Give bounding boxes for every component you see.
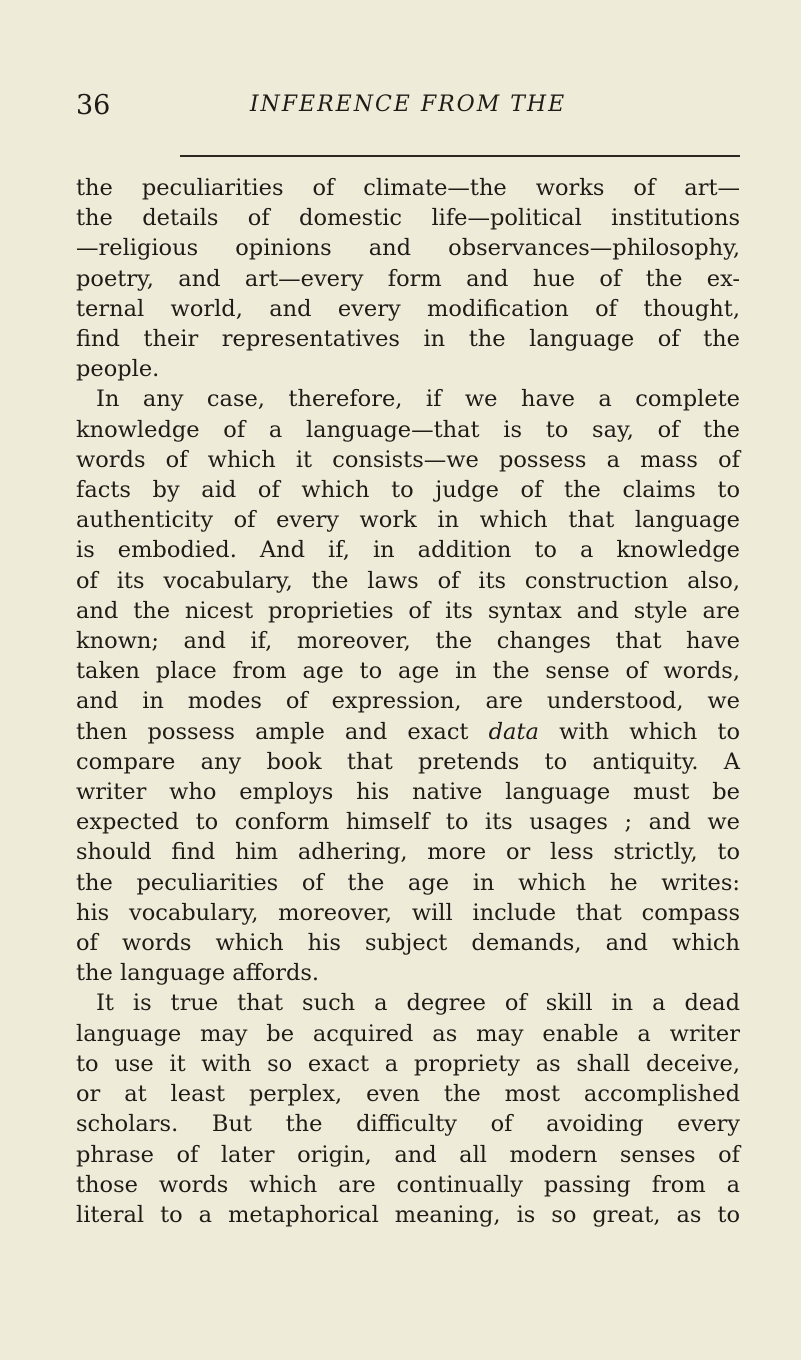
- text-line: taken place from age to age in the sense of words,: [76, 658, 740, 685]
- text-line: of words which his subject demands, and which: [76, 930, 740, 957]
- text-line: of its vocabulary, the laws of its construction also,: [76, 567, 740, 594]
- text-line: facts by aid of which to judge of the claims to: [76, 477, 740, 504]
- paragraph-3: [76, 988, 740, 1230]
- text-line: to use it with so exact a propriety as shall deceive,: [76, 1050, 740, 1077]
- text-line: find their representatives in the language of the: [76, 326, 740, 353]
- text-line: poetry, and art—every form and hue of the ex-: [76, 265, 740, 292]
- text-line: his vocabulary, moreover, will include that compass: [76, 899, 740, 926]
- text-line: language may be acquired as may enable a writer: [76, 1020, 740, 1047]
- text-line: phrase of later origin, and all modern senses of: [76, 1141, 740, 1168]
- text-line: should find him adhering, more or less strictly, to: [76, 839, 740, 866]
- text-line: literal to a metaphorical meaning, is so great, as to: [76, 1201, 740, 1228]
- text-fragment: then possess ample and exact: [76, 718, 489, 745]
- text-line: —religious opinions and observances—philosophy,: [76, 235, 740, 262]
- text-line: the peculiarities of climate—the works of art—: [76, 175, 740, 201]
- text-line: knowledge of a language—that is to say, of the: [76, 416, 740, 443]
- text-line: It is true that such a degree of skill in a dead: [96, 990, 740, 1017]
- text-line: the peculiarities of the age in which he writes:: [76, 869, 740, 896]
- paragraph-2: [76, 384, 740, 988]
- text-line: those words which are continually passing from a: [76, 1171, 740, 1198]
- text-line: In any case, therefore, if we have a complete: [96, 386, 740, 413]
- text-line: ternal world, and every modification of thought,: [76, 295, 740, 322]
- text-line: is embodied. And if, in addition to a knowledge: [76, 537, 740, 564]
- text-fragment: with which to: [538, 718, 740, 745]
- running-title: INFERENCE FROM THE: [249, 92, 567, 117]
- text-line: scholars. But the difficulty of avoiding every: [76, 1111, 740, 1138]
- text-line: the language affords.: [76, 960, 320, 987]
- text-line-with-italic: [76, 717, 740, 747]
- paragraph-1: [76, 173, 740, 384]
- text-line: and in modes of expression, are understood, we: [76, 688, 740, 715]
- text-line: people.: [76, 356, 160, 383]
- text-line: or at least perplex, even the most accomplished: [76, 1081, 740, 1108]
- text-line: compare any book that pretends to antiquity. A: [76, 748, 740, 775]
- body-text: [76, 173, 740, 1230]
- text-line: expected to conform himself to its usages ; and we: [76, 809, 740, 836]
- page-number: 36: [76, 90, 111, 121]
- page-header: [76, 92, 740, 132]
- italic-word: data: [488, 718, 539, 745]
- text-line: known; and if, moreover, the changes that have: [76, 628, 740, 655]
- text-line: and the nicest proprieties of its syntax and style are: [76, 597, 740, 624]
- text-line: authenticity of every work in which that language: [76, 507, 740, 534]
- text-line: words of which it consists—we possess a mass of: [76, 446, 740, 473]
- header-rule: [180, 155, 740, 157]
- text-line: the details of domestic life—political institutions: [76, 205, 740, 232]
- text-line: writer who employs his native language must be: [76, 779, 740, 806]
